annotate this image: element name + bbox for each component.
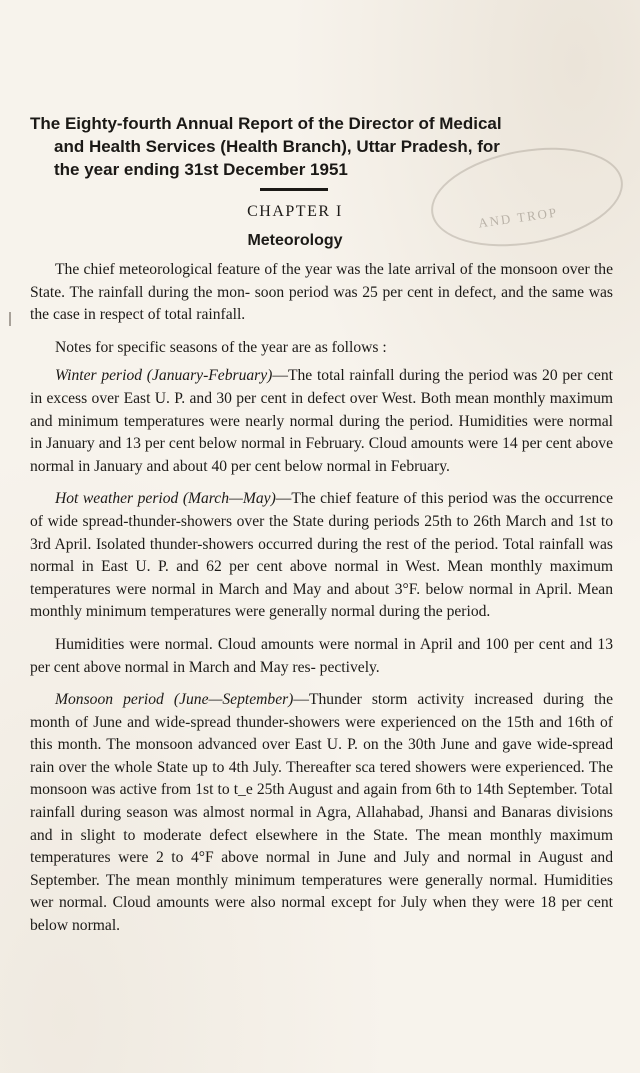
library-stamp-text: AND TROP	[477, 204, 560, 231]
header-line-1: The Eighty-fourth Annual Report of the Director of Medical	[30, 114, 502, 133]
report-body	[30, 259, 613, 948]
winter-months: (January-February)	[146, 367, 273, 385]
chapter-title: Meteorology	[247, 232, 343, 249]
margin-mark	[9, 312, 11, 326]
report-header	[30, 112, 620, 181]
header-divider	[260, 188, 328, 191]
header-line-3: the year ending 31st December 1951	[54, 160, 348, 179]
paragraph-humidities: Humidities were normal. Cloud amounts were normal in April and 100 per cent and 13 per cent above normal in March and May res- pectively.	[30, 635, 613, 676]
hot-weather-months: (March—May)	[182, 490, 276, 508]
paragraph-summary: The chief meteorological feature of the year was the late arrival of the monsoon over the State. The rainfall during the mon- soon period was 25 per cent in defect, and the same was the case in respect of total rainfall.	[30, 261, 613, 324]
monsoon-text: —Thunder storm activity increased during the month of June and wide-spread thunder-showers were experienced on the 15th and 16th of this month. The monsoon advanced over East U. P. on the 30th June and gave wide-spread rain over the whole State up to 4th July. Thereafter sca tered showers were experienced. The monsoon was active from 1st to t_e 25th August and again from 6th to 14th September. Total rainfall during season was almost normal in Agra, Allahabad, Jhansi and Banaras divisions and in slight to moderate defect elsewhere in the State. The mean monthly maximum temperatures were 2 to 4°F above normal in June and July and normal in August and September. The mean monthly minimum temperatures were generally normal. Humidities wer normal. Cloud amounts were also normal except for July when they were 18 per cent below normal.	[30, 691, 613, 935]
monsoon-months: (June—September)	[173, 691, 294, 709]
winter-heading: Winter period	[55, 367, 143, 385]
paragraph-hot-weather	[30, 488, 613, 624]
paragraph-notes-intro: Notes for specific seasons of the year are as follows :	[55, 338, 387, 356]
paragraph-monsoon	[30, 689, 613, 938]
winter-text: —The total rainfall during the period was 20 per cent in excess over East U. P. and 30 per cent in defect over West. Both mean monthly maximum and minimum temperatures were nearly normal during the period. Humidities were normal in January and 13 per cent below normal in February. Cloud amounts were 14 per cent above normal in January and about 40 per cent below normal in February.	[30, 367, 613, 475]
monsoon-heading: Monsoon period	[55, 691, 164, 709]
hot-weather-text: —The chief feature of this period was the occurrence of wide spread-thunder-showers over the State during periods 25th to 26th March and 1st to 3rd April. Isolated thunder-showers occurred during the rest of the period. Total rainfall was normal in East U. P. and 62 per cent above normal in West. Mean monthly maximum temperatures were normal in March and May and about 3°F. below normal in April. Mean monthly minimum temperatures were generally normal during the period.	[30, 490, 614, 621]
paragraph-winter	[30, 365, 613, 478]
chapter-label: CHAPTER I	[247, 203, 343, 220]
header-line-2: and Health Services (Health Branch), Uttar Pradesh, for	[54, 137, 500, 156]
hot-weather-heading: Hot weather period	[55, 490, 179, 508]
